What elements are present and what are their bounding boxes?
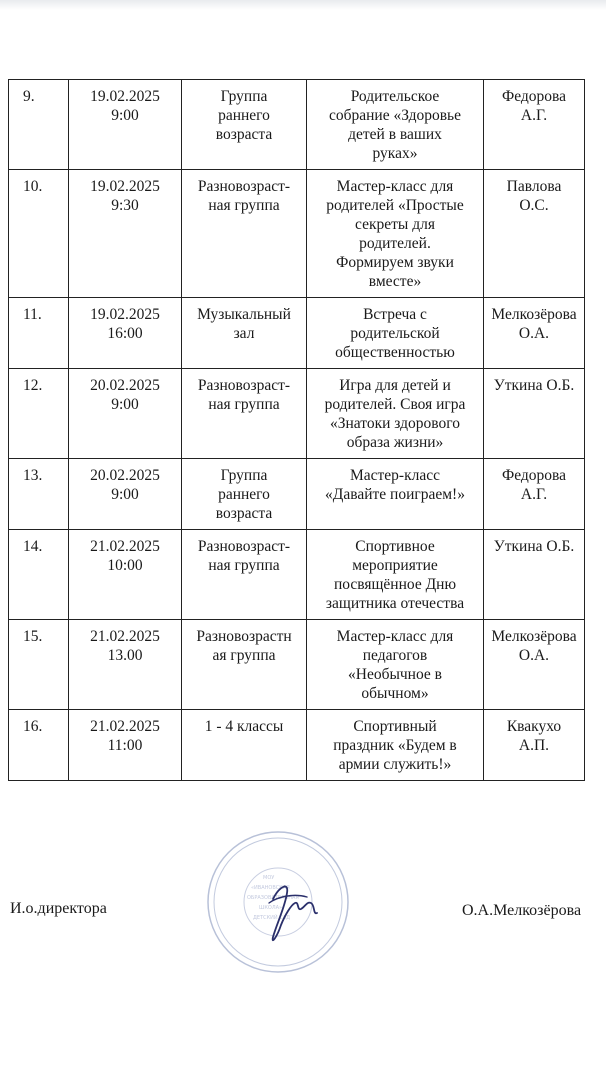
responsible-cell bbox=[484, 170, 585, 298]
place-line: Группа bbox=[220, 467, 268, 484]
row-number: 14. bbox=[9, 530, 69, 620]
responsible-line: Павлова bbox=[506, 178, 562, 195]
date-time-cell bbox=[69, 459, 182, 530]
event-line: «Давайте поиграем!» bbox=[325, 486, 465, 503]
place-line: зал bbox=[233, 325, 255, 342]
responsible-line: Уткина О.Б. bbox=[493, 377, 575, 394]
event-line: педагогов bbox=[362, 647, 428, 664]
event-time: 9:30 bbox=[111, 197, 139, 214]
table-row bbox=[9, 620, 585, 710]
table-row bbox=[9, 298, 585, 369]
table-row bbox=[9, 459, 585, 530]
place-line: ая группа bbox=[212, 647, 276, 664]
responsible-line: А.П. bbox=[518, 737, 550, 754]
event-time: 9:00 bbox=[111, 396, 139, 413]
place-cell bbox=[182, 710, 307, 781]
place-line: возраста bbox=[215, 505, 273, 522]
event-date: 21.02.2025 bbox=[90, 538, 160, 555]
responsible-line: Уткина О.Б. bbox=[493, 538, 575, 555]
event-line: обычном» bbox=[361, 685, 429, 702]
row-number: 13. bbox=[9, 459, 69, 530]
event-line: «Знатоки здорового bbox=[330, 415, 460, 432]
date-time-cell bbox=[69, 369, 182, 459]
event-cell bbox=[307, 170, 484, 298]
event-line: Игра для детей и bbox=[339, 377, 451, 394]
event-line: посвящённое Дню bbox=[333, 576, 457, 593]
svg-text:ОБРАЗОВАТЕЛЬНАЯ: ОБРАЗОВАТЕЛЬНАЯ bbox=[247, 895, 299, 901]
event-time: 16:00 bbox=[107, 325, 143, 342]
director-title: И.о.директора bbox=[10, 900, 107, 917]
date-time-cell bbox=[69, 298, 182, 369]
event-line: родителей. bbox=[359, 235, 431, 252]
responsible-cell bbox=[484, 80, 585, 170]
place-cell bbox=[182, 530, 307, 620]
place-line: ная группа bbox=[208, 197, 280, 214]
schedule-body bbox=[9, 80, 585, 781]
event-line: Спортивный bbox=[353, 718, 437, 735]
place-line: 1 - 4 классы bbox=[204, 718, 284, 735]
responsible-line: О.А. bbox=[518, 647, 550, 664]
scan-top-edge bbox=[0, 0, 606, 10]
school-stamp bbox=[203, 827, 353, 977]
date-time-cell bbox=[69, 620, 182, 710]
event-line: Родительское bbox=[350, 88, 440, 105]
table-row bbox=[9, 710, 585, 781]
event-line: защитника отечества bbox=[325, 595, 465, 612]
event-date: 19.02.2025 bbox=[90, 88, 160, 105]
event-line: секреты для bbox=[355, 216, 435, 233]
director-name: О.А.Мелкозёрова bbox=[462, 902, 582, 919]
event-date: 19.02.2025 bbox=[90, 178, 160, 195]
place-line: Разновозраст- bbox=[197, 377, 291, 394]
place-line: раннего bbox=[218, 486, 270, 503]
event-time: 9:00 bbox=[111, 107, 139, 124]
event-time: 10:00 bbox=[107, 557, 143, 574]
place-cell bbox=[182, 459, 307, 530]
event-line: образа жизни» bbox=[346, 434, 444, 451]
place-line: раннего bbox=[218, 107, 270, 124]
row-number: 15. bbox=[9, 620, 69, 710]
place-cell bbox=[182, 298, 307, 369]
responsible-line: Федорова bbox=[501, 88, 567, 105]
event-line: родительской bbox=[350, 325, 440, 342]
event-time: 9:00 bbox=[111, 486, 139, 503]
row-number: 11. bbox=[9, 298, 69, 369]
place-line: возраста bbox=[215, 126, 273, 143]
responsible-cell bbox=[484, 298, 585, 369]
event-line: армии служить!» bbox=[338, 756, 452, 773]
place-line: Разновозрастн bbox=[196, 628, 292, 645]
event-line: руках» bbox=[372, 145, 418, 162]
responsible-line: О.С. bbox=[519, 197, 549, 214]
event-line: родителей. Своя игра bbox=[324, 396, 466, 413]
event-line: праздник «Будем в bbox=[333, 737, 457, 754]
event-line: общественностью bbox=[335, 344, 455, 361]
date-time-cell bbox=[69, 170, 182, 298]
event-line: «Необычное в bbox=[348, 666, 442, 683]
event-cell bbox=[307, 80, 484, 170]
date-time-cell bbox=[69, 710, 182, 781]
event-line: Мастер-класс bbox=[349, 467, 440, 484]
svg-text:«ИВАНОВСКАЯ: «ИВАНОВСКАЯ bbox=[251, 885, 290, 891]
responsible-cell bbox=[484, 459, 585, 530]
place-cell bbox=[182, 369, 307, 459]
event-date: 21.02.2025 bbox=[90, 628, 160, 645]
svg-text:ДЕТСКИЙ САД: ДЕТСКИЙ САД bbox=[253, 915, 291, 921]
place-line: Музыкальный bbox=[197, 306, 291, 323]
place-cell bbox=[182, 80, 307, 170]
event-cell bbox=[307, 710, 484, 781]
schedule-table bbox=[8, 79, 585, 781]
event-cell bbox=[307, 298, 484, 369]
responsible-cell bbox=[484, 620, 585, 710]
event-cell bbox=[307, 620, 484, 710]
table-row bbox=[9, 369, 585, 459]
responsible-line: Квакухо bbox=[506, 718, 562, 735]
svg-text:МОУ: МОУ bbox=[263, 875, 275, 881]
svg-text:ШКОЛА»: ШКОЛА» bbox=[259, 905, 283, 911]
event-time: 13.00 bbox=[107, 647, 143, 664]
row-number: 10. bbox=[9, 170, 69, 298]
row-number: 9. bbox=[9, 80, 69, 170]
place-cell bbox=[182, 170, 307, 298]
event-line: вместе» bbox=[368, 273, 422, 290]
responsible-cell bbox=[484, 369, 585, 459]
event-line: Формируем звуки bbox=[336, 254, 454, 271]
place-line: ная группа bbox=[208, 396, 280, 413]
table-row bbox=[9, 530, 585, 620]
place-line: Разновозраст- bbox=[197, 178, 291, 195]
row-number: 12. bbox=[9, 369, 69, 459]
row-number: 16. bbox=[9, 710, 69, 781]
event-line: Мастер-класс для bbox=[336, 628, 454, 645]
date-time-cell bbox=[69, 530, 182, 620]
place-cell bbox=[182, 620, 307, 710]
place-line: ная группа bbox=[208, 557, 280, 574]
event-date: 20.02.2025 bbox=[90, 377, 160, 394]
responsible-line: А.Г. bbox=[520, 107, 548, 124]
event-line: Спортивное bbox=[355, 538, 435, 555]
event-date: 21.02.2025 bbox=[90, 718, 160, 735]
event-line: детей в ваших bbox=[348, 126, 442, 143]
event-cell bbox=[307, 369, 484, 459]
event-line: родителей «Простые bbox=[326, 197, 464, 214]
event-line: Мастер-класс для bbox=[336, 178, 454, 195]
event-cell bbox=[307, 459, 484, 530]
event-date: 19.02.2025 bbox=[90, 306, 160, 323]
event-line: мероприятие bbox=[352, 557, 438, 574]
place-line: Группа bbox=[220, 88, 268, 105]
event-line: собрание «Здоровье bbox=[328, 107, 462, 124]
responsible-line: Мелкозёрова bbox=[491, 628, 577, 645]
responsible-line: Мелкозёрова bbox=[491, 306, 577, 323]
table-row bbox=[9, 80, 585, 170]
event-cell bbox=[307, 530, 484, 620]
table-row bbox=[9, 170, 585, 298]
responsible-line: Федорова bbox=[501, 467, 567, 484]
date-time-cell bbox=[69, 80, 182, 170]
responsible-cell bbox=[484, 710, 585, 781]
event-line: Встреча с bbox=[363, 306, 427, 323]
event-date: 20.02.2025 bbox=[90, 467, 160, 484]
event-time: 11:00 bbox=[107, 737, 143, 754]
responsible-line: А.Г. bbox=[520, 486, 548, 503]
responsible-cell bbox=[484, 530, 585, 620]
responsible-line: О.А. bbox=[518, 325, 550, 342]
place-line: Разновозраст- bbox=[197, 538, 291, 555]
